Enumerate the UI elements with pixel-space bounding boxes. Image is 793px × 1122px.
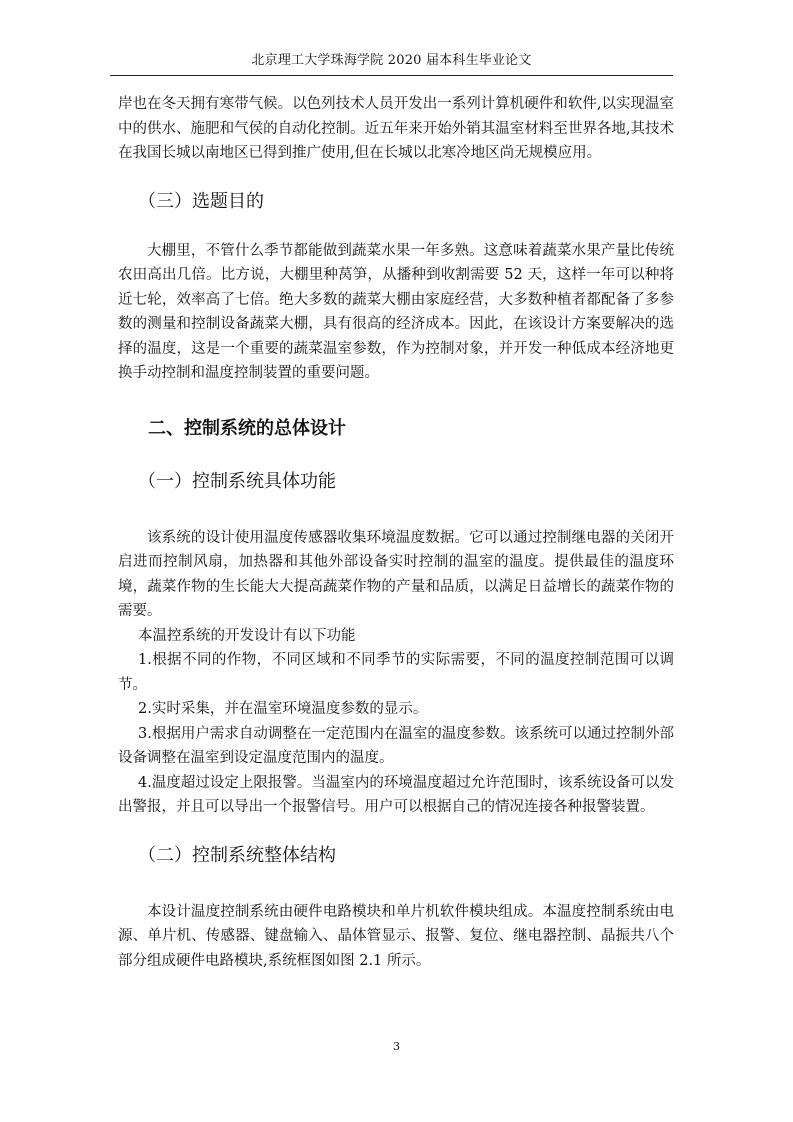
- function-item-4: 4.温度超过设定上限报警。当温室内的环境温度超过允许范围时，该系统设备可以发出警报，并且可以导出一个报警信号。用户可以根据自己的情况连接各种报警装置。: [118, 774, 674, 815]
- function-item-2: 2.实时采集，并在温室环境温度参数的显示。: [138, 701, 428, 717]
- section-2-1-heading: （一）控制系统具体功能: [138, 470, 336, 492]
- function-item-1: 1.根据不同的作物，不同区域和不同季节的实际需要，不同的温度控制范围可以调节。: [118, 652, 674, 693]
- function-item-3: 3.根据用户需求自动调整在一定范围内在温室的温度参数。该系统可以通过控制外部设备调整在温室到设定温度范围内的温度。: [118, 725, 674, 766]
- intro-paragraph: 岸也在冬天拥有寒带气候。以色列技术人员开发出一系列计算机硬件和软件,以实现温室中的供水、施肥和气侯的自动化控制。近五年来开始外销其温室材料至世界各地,其技术在我国长城以南地区已得到推广使用,但在长城以北寒冷地区尚无规模应用。: [118, 96, 674, 161]
- header-divider: [110, 75, 673, 76]
- section-3-paragraph: 大棚里，不管什么季节都能做到蔬菜水果一年多熟。这意味着蔬菜水果产量比传统农田高出几倍。比方说，大棚里种莴笋，从播种到收割需要 52 天，这样一年可以种将近七轮，效率高了七倍。绝大多数的蔬菜大棚由家庭经营，大多数种植者都配备了多参数的测量和控制设备蔬菜大棚，具有很高的经济成本。因此，在该设计方案要解决的选择的温度，这是一个重要的蔬菜温室参数，作为控制对象，并开发一种低成本经济地更换手动控制和温度控制装置的重要问题。: [118, 242, 674, 381]
- section-2-1-paragraph: 该系统的设计使用温度传感器收集环境温度数据。它可以通过控制继电器的关闭开启进而控制风扇，加热器和其他外部设备实时控制的温室的温度。提供最佳的温度环境，蔬菜作物的生长能大大提高蔬菜作物的产量和品质，以满足日益增长的蔬菜作物的需要。: [118, 529, 674, 619]
- chapter-2-heading: 二、控制系统的总体设计: [148, 417, 346, 439]
- page-body: [118, 92, 674, 973]
- page-number: 3: [393, 1040, 400, 1053]
- section-2-2-paragraph: 本设计温度控制系统由硬件电路模块和单片机软件模块组成。本温度控制系统由电源、单片机、传感器、键盘输入、晶体管显示、报警、复位、继电器控制、晶振共八个部分组成硬件电路模块,系统框图如图 2.1 所示。: [118, 903, 674, 969]
- section-3-heading: （三）选题目的: [138, 190, 264, 212]
- functions-intro: 本温控系统的开发设计有以下功能: [138, 627, 356, 644]
- running-header: 北京理工大学珠海学院 2020 届本科生毕业论文: [251, 53, 532, 68]
- section-2-2-heading: （二）控制系统整体结构: [138, 844, 336, 866]
